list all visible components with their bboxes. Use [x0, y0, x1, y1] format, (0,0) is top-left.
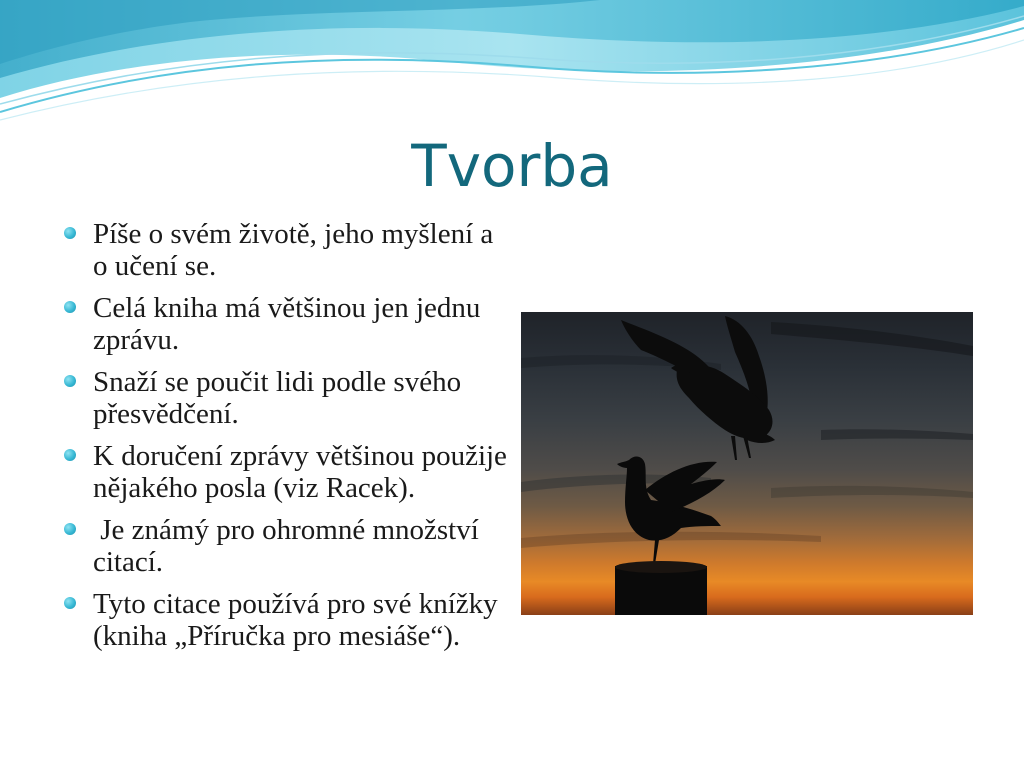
bullet-text: Snaží se poučit lidi podle svého přesvědčení.: [93, 366, 462, 430]
bullet-item: [62, 218, 512, 282]
bullet-dot-icon: [64, 227, 76, 239]
bullet-dot-icon: [64, 449, 76, 461]
bullet-text: K doručení zprávy většinou použije nějakého posla (viz Racek).: [93, 440, 507, 504]
bullet-text: Tyto citace používá pro své knížky (kniha „Příručka pro mesiáše“).: [93, 588, 498, 652]
bullet-dot-icon: [64, 375, 76, 387]
bullet-dot-icon: [64, 301, 76, 313]
bullet-text: Píše o svém životě, jeho myšlení a o učení se.: [93, 218, 494, 282]
slide-title: Tvorba: [411, 132, 613, 200]
bullet-text: Celá kniha má většinou jen jednu zprávu.: [93, 292, 481, 356]
bullet-dot-icon: [64, 597, 76, 609]
bullet-list: [62, 218, 512, 662]
seagulls-sunset-photo: [521, 312, 973, 615]
seagulls-silhouette-image: [521, 312, 973, 615]
bullet-item: [62, 292, 512, 356]
bullet-text: Je známý pro ohromné množství citací.: [93, 514, 487, 578]
bullet-item: [62, 366, 512, 430]
bullet-item: [62, 440, 512, 504]
bullet-item: [62, 514, 512, 578]
bullet-item: [62, 588, 512, 652]
bullet-dot-icon: [64, 523, 76, 535]
top-wave-decoration: [0, 0, 1024, 130]
